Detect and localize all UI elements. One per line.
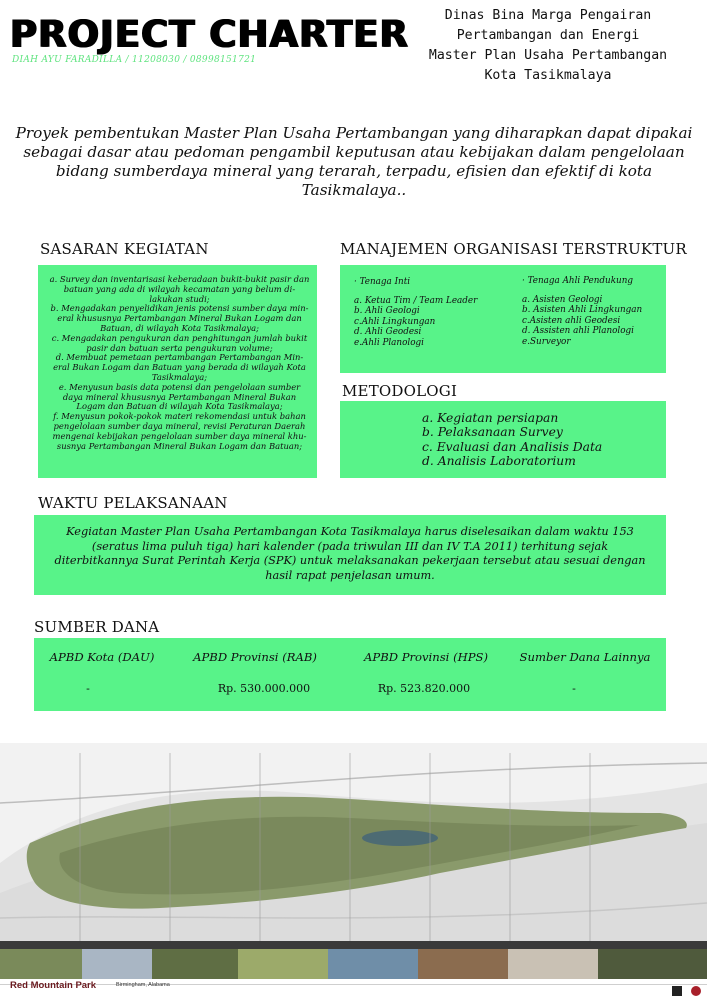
list-item: d. Membuat pemetaan pertambangan Pertambangan Min- eral Bukan Logam dan Batuan yang berada di wilayah Kota Tasikmalaya; — [53, 352, 306, 382]
dana-label: Sumber Dana Lainnya — [519, 650, 651, 664]
intro-text: Proyek pembentukan Master Plan Usaha Pertambangan yang diharapkan dapat dipakai sebagai dasar atau pedoman pengambil keputusan atau kebijakan dalam pengelolaan bidang sumberdaya mineral yang terarah, terpadu, efisien dan efektif di kota Tasikmalaya.. — [15, 124, 693, 199]
dana-label: APBD Kota (DAU) — [49, 650, 155, 664]
org-line: Master Plan Usaha Pertambangan — [428, 48, 668, 63]
org-line: Pertambangan dan Energi — [456, 28, 640, 43]
dana-box — [34, 638, 666, 711]
list-item: d. Assisten ahli Planologi — [522, 326, 634, 337]
sasaran-heading: SASARAN KEGIATAN — [40, 240, 209, 258]
map-title: Red Mountain Park — [10, 980, 97, 991]
dana-value: - — [86, 682, 90, 695]
list-item: f. Menyusun pokok-pokok materi rekomendasi untuk bahan pengelolaan sumber daya mineral, revisi Peraturan Daerah mengenai kebijakan pengelolaan sumber daya mineral khu- susnya Pertambangan Mineral Bukan Logam dan Batuan; — [52, 411, 307, 451]
page-title: PROJECT CHARTER — [10, 13, 409, 56]
site-plan-poster — [0, 743, 707, 1000]
column-heading: · Tenaga Ahli Pendukung — [522, 276, 633, 286]
list-item: e. Menyusun basis data potensi dan pengelolaan sumber daya mineral khususnya Pertambangan Mineral Bukan Logam dan Batuan di wilayah Kota Tasikmalaya; — [58, 381, 301, 412]
list-item: c. Mengadakan pengukuran dan penghitungan jumlah bukit pasir dan batuan serta pengukuran volume; — [51, 332, 308, 353]
metodologi-heading: METODOLOGI — [342, 382, 458, 400]
dana-heading: SUMBER DANA — [34, 618, 160, 636]
list-item: b. Asisten Ahli Lingkungan — [522, 305, 643, 316]
list-item: c.Ahli Lingkungan — [354, 316, 436, 327]
list-item: a. Kegiatan persiapan — [422, 411, 559, 425]
metodologi-list — [340, 401, 666, 469]
org-line: Dinas Bina Marga Pengairan — [444, 8, 652, 23]
manajemen-box — [340, 265, 666, 373]
list-item: b. Mengadakan penyelidikan jenis potensi sumber daya min- eral khususnya Pertambangan Mineral Bukan Logam dan Batuan, di wilayah Kota Tasikmalaya; — [50, 303, 309, 333]
list-item: b. Ahli Geologi — [354, 306, 420, 317]
sasaran-list — [38, 265, 317, 451]
tenaga-pendukung-column — [522, 276, 672, 348]
list-item: d. Ahli Geodesi — [354, 327, 422, 338]
organization-block — [403, 6, 693, 86]
dana-label: APBD Provinsi (HPS) — [364, 650, 488, 664]
list-item: e.Ahli Planologi — [354, 337, 424, 348]
tenaga-inti-column — [354, 277, 504, 349]
list-item: e.Surveyor — [522, 336, 571, 347]
author-line: DIAH AYU FARADILLA / 11208030 / 08998151721 — [12, 55, 257, 65]
list-item: c.Asisten ahli Geodesi — [522, 315, 621, 326]
column-heading: · Tenaga Inti — [354, 277, 411, 287]
list-item: a. Survey dan inventarisasi keberadaan bukit-bukit pasir dan batuan yang ada di wilayah kecamatan yang belum di- lakukan studi; — [49, 274, 310, 304]
manajemen-heading: MANAJEMEN ORGANISASI TERSTRUKTUR — [340, 240, 687, 258]
list-item: d. Analisis Laboratorium — [422, 454, 576, 469]
dana-value: - — [572, 682, 576, 695]
header — [0, 0, 707, 88]
list-item: b. Pelaksanaan Survey — [422, 425, 563, 440]
dana-value: Rp. 530.000.000 — [217, 682, 311, 695]
list-item: a. Asisten Geologi — [522, 294, 603, 305]
list-item: a. Ketua Tim / Team Leader — [354, 295, 478, 306]
list-item: c. Evaluasi dan Analisis Data — [422, 439, 603, 454]
sasaran-box — [38, 265, 317, 478]
waktu-box — [34, 515, 666, 595]
metodologi-box — [340, 401, 666, 478]
org-line: Kota Tasikmalaya — [484, 68, 612, 83]
dana-value: Rp. 523.820.000 — [377, 682, 471, 695]
dana-label: APBD Provinsi (RAB) — [193, 650, 317, 664]
waktu-text: Kegiatan Master Plan Usaha Pertambangan Kota Tasikmalaya harus diselesaikan dalam waktu 153 (seratus lima puluh tiga) hari kalender (pada triwulan III dan IV T.A 2011) terhitung sejak diterbitkannya Surat Perintah Kerja (SPK) untuk melaksanakan pekerjaan tersebut atau sesuai dengan hasil rapat penjelasan umum. — [54, 525, 646, 582]
site-plan-image — [0, 743, 707, 1000]
waktu-heading: WAKTU PELAKSANAAN — [38, 494, 228, 512]
map-location: Birmingham, Alabama — [116, 982, 170, 988]
